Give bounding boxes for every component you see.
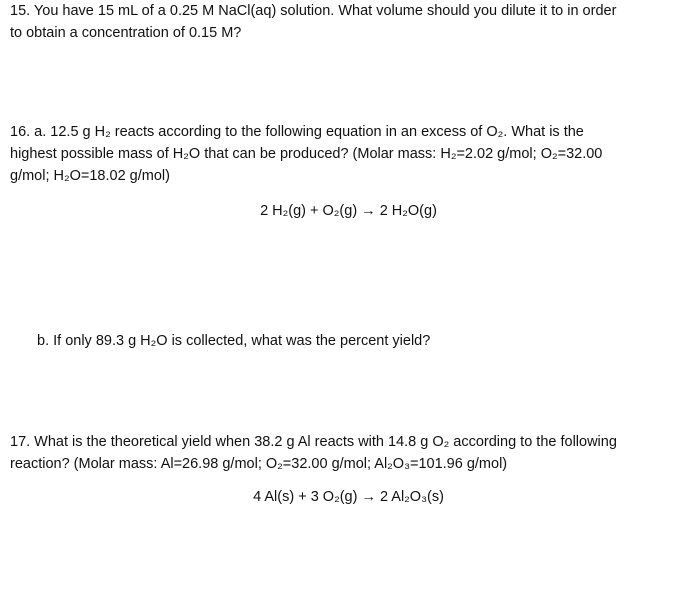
question-15 [10,0,680,44]
question-16a [10,121,680,187]
question-17 [10,431,680,475]
question-17-line-2: reaction? (Molar mass: Al=26.98 g/mol; O₂=32.00 g/mol; Al₂O₃=101.96 g/mol) [10,456,508,472]
question-17-line-1: 17. What is the theoretical yield when 38.2 g Al reacts with 14.8 g O₂ according to the following [10,434,617,450]
equation-16: 2 H₂(g) + O₂(g) → 2 H₂O(g) [260,203,437,219]
question-16b-text: b. If only 89.3 g H₂O is collected, what was the percent yield? [37,333,431,349]
question-16a-line-1: 16. a. 12.5 g H₂ reacts according to the following equation in an excess of O₂. What is the [10,124,584,140]
question-15-line-2: to obtain a concentration of 0.15 M? [10,25,242,41]
question-16b [37,330,697,352]
question-15-line-1: 15. You have 15 mL of a 0.25 M NaCl(aq) solution. What volume should you dilute it to in order [10,3,617,19]
equation-17: 4 Al(s) + 3 O₂(g) → 2 Al₂O₃(s) [253,489,444,505]
question-16a-line-3: g/mol; H₂O=18.02 g/mol) [10,168,170,184]
question-16a-line-2: highest possible mass of H₂O that can be produced? (Molar mass: H₂=2.02 g/mol; O₂=32.00 [10,146,603,162]
